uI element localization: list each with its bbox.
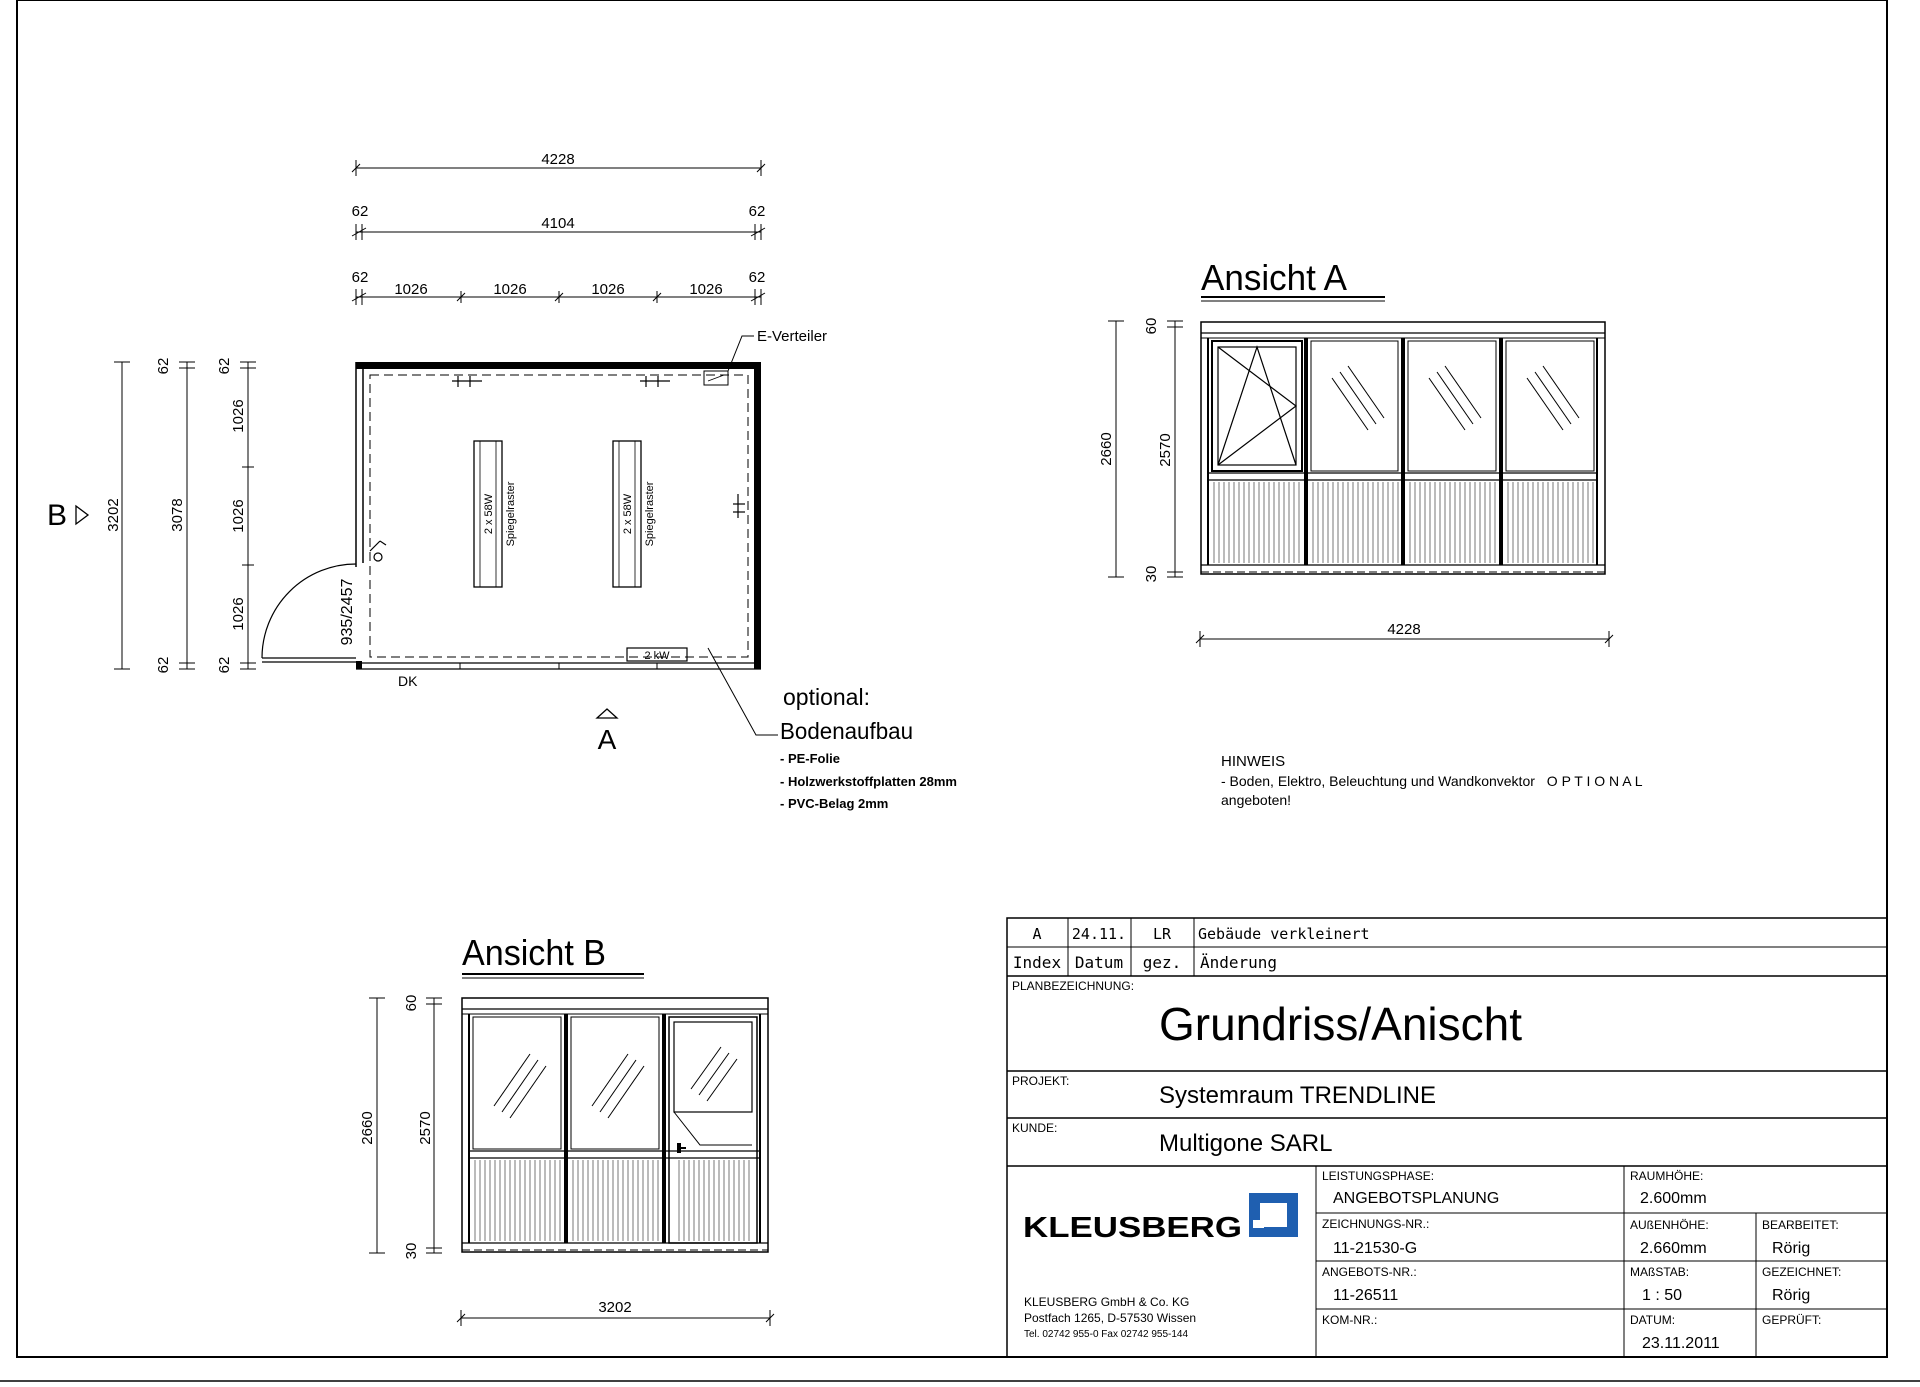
title-block (1007, 918, 1887, 1357)
dim-width: 3202 (598, 1299, 632, 1316)
checked-label: GEPRÜFT: (1762, 1313, 1822, 1327)
view-title-a: Ansicht A (1201, 257, 1347, 298)
dim-height-bottom: 30 (403, 1242, 420, 1260)
dim-height-mid: 2570 (1157, 433, 1174, 467)
luminaire-right (613, 441, 656, 587)
view-marker-b: B (47, 499, 68, 532)
optional-label: optional: (783, 684, 870, 710)
floor-item: - Holzwerkstoffplatten 28mm (780, 774, 957, 789)
dim-segment: 1026 (230, 399, 247, 433)
company-address: Postfach 1265, D-57530 Wissen (1024, 1311, 1197, 1325)
floor-item: - PVC-Belag 2mm (780, 796, 889, 811)
door-label: DK (398, 673, 418, 689)
outer-height-value: 2.660mm (1640, 1240, 1707, 1257)
view-title-b: Ansicht B (462, 932, 606, 973)
dim-height-top: 60 (403, 994, 420, 1012)
dim-segment: 1026 (591, 281, 625, 298)
dim-edge-right-2: 62 (748, 269, 766, 286)
dim-segment: 1026 (394, 281, 428, 298)
dim-inner-depth: 3078 (169, 498, 186, 532)
elevation-a (1098, 257, 1613, 647)
view-arrow-b-icon (76, 506, 88, 524)
door-dimension: 935/2457 (339, 578, 356, 646)
note-title: HINWEIS (1221, 753, 1286, 770)
company-name: KLEUSBERG GmbH & Co. KG (1024, 1295, 1190, 1309)
dim-width: 4228 (1387, 621, 1421, 638)
customer-name: Multigone SARL (1159, 1130, 1333, 1157)
company-phone: Tel. 02742 955-0 Fax 02742 955-144 (1024, 1329, 1189, 1340)
plan-title: Grundriss/Anischt (1159, 998, 1523, 1050)
room-height-label: RAUMHÖHE: (1630, 1169, 1704, 1183)
e-verteiler-label: E-Verteiler (757, 328, 828, 345)
dim-segment: 1026 (230, 597, 247, 631)
date-value: 23.11.2011 (1642, 1335, 1720, 1352)
dim-height-total: 2660 (359, 1111, 376, 1145)
kleusberg-logo-icon (1249, 1193, 1298, 1237)
floor-plan (47, 151, 957, 811)
revision-date: 24.11. (1071, 925, 1127, 943)
revision-index: A (1032, 925, 1042, 943)
luminaire-left (474, 441, 517, 587)
scale-value: 1 : 50 (1642, 1287, 1683, 1304)
drawn-value: Rörig (1772, 1287, 1811, 1304)
edited-value: Rörig (1772, 1240, 1811, 1257)
window-tilt-turn-icon (1212, 341, 1302, 471)
dim-edge-bottom: 62 (155, 656, 172, 674)
glass-panel-a (1311, 341, 1594, 471)
dim-height-top: 60 (1143, 317, 1160, 335)
elevation-b (359, 932, 774, 1326)
company-logo: KLEUSBERG (1023, 1212, 1242, 1244)
note-line: - Boden, Elektro, Beleuchtung und Wandkonvektor (1221, 773, 1535, 789)
svg-text:- Boden, Elektro, Beleuchtung (1221, 773, 1643, 789)
project-name: Systemraum TRENDLINE (1159, 1082, 1436, 1109)
room-height-value: 2.600mm (1640, 1190, 1707, 1207)
drawing-no-label: ZEICHNUNGS-NR.: (1322, 1217, 1430, 1231)
note-line: angeboten! (1221, 792, 1292, 808)
dim-segment: 1026 (493, 281, 527, 298)
kom-label: KOM-NR.: (1322, 1313, 1378, 1327)
dim-height-mid: 2570 (417, 1111, 434, 1145)
facade-panel-boarding (475, 1160, 749, 1241)
header-index: Index (1012, 953, 1062, 972)
dim-overall-depth: 3202 (105, 498, 122, 532)
dim-edge-right: 62 (748, 203, 766, 220)
edited-label: BEARBEITET: (1762, 1218, 1839, 1232)
drawn-label: GEZEICHNET: (1762, 1265, 1842, 1279)
floor-structure-title: Bodenaufbau (780, 718, 913, 744)
view-marker-a: A (597, 724, 617, 755)
luminaire-power: 2 x 58W (483, 493, 495, 535)
revision-change: Gebäude verkleinert (1198, 925, 1370, 943)
header-drawn: gez. (1142, 953, 1182, 972)
dim-edge-top-2: 62 (216, 357, 233, 375)
drawing-no-value: 11-21530-G (1333, 1240, 1418, 1257)
note-block (1221, 753, 1643, 808)
revision-drawn: LR (1152, 925, 1172, 943)
note-emphasis: O P T I O N A L (1546, 773, 1643, 789)
revision-row (1013, 925, 1370, 972)
dim-height-bottom: 30 (1143, 565, 1160, 583)
plan-label: PLANBEZEICHNUNG: (1012, 979, 1135, 993)
header-date: Datum (1074, 953, 1124, 972)
header-change: Änderung (1200, 953, 1278, 972)
date-label: DATUM: (1630, 1313, 1676, 1327)
dim-segment: 1026 (230, 499, 247, 533)
dim-edge-top: 62 (155, 357, 172, 375)
luminaire-type: Spiegelraster (505, 481, 517, 547)
sheet-border (17, 0, 1887, 1357)
dim-overall-width: 4228 (541, 151, 575, 168)
offer-no-value: 11-26511 (1333, 1287, 1399, 1304)
scale-label: MAßSTAB: (1630, 1265, 1690, 1279)
dim-height-total: 2660 (1098, 432, 1115, 466)
heater-label: 2 kW (644, 650, 670, 662)
door-dk (262, 541, 386, 662)
dim-segment: 1026 (689, 281, 723, 298)
dim-edge-left-2: 62 (351, 269, 369, 286)
dim-edge-left: 62 (351, 203, 369, 220)
plan-walls (356, 362, 761, 669)
floor-item: - PE-Folie (780, 751, 840, 766)
dim-edge-bottom-2: 62 (216, 656, 233, 674)
project-label: PROJEKT: (1012, 1074, 1070, 1088)
phase-value: ANGEBOTSPLANUNG (1333, 1190, 1500, 1207)
phase-label: LEISTUNGSPHASE: (1322, 1169, 1435, 1183)
outer-height-label: AUßENHÖHE: (1630, 1218, 1709, 1232)
view-arrow-a-icon (597, 709, 617, 718)
luminaire-type: Spiegelraster (644, 481, 656, 547)
luminaire-power: 2 x 58W (622, 493, 634, 535)
customer-label: KUNDE: (1012, 1121, 1058, 1135)
dim-inner-width: 4104 (541, 215, 575, 232)
offer-no-label: ANGEBOTS-NR.: (1322, 1265, 1417, 1279)
